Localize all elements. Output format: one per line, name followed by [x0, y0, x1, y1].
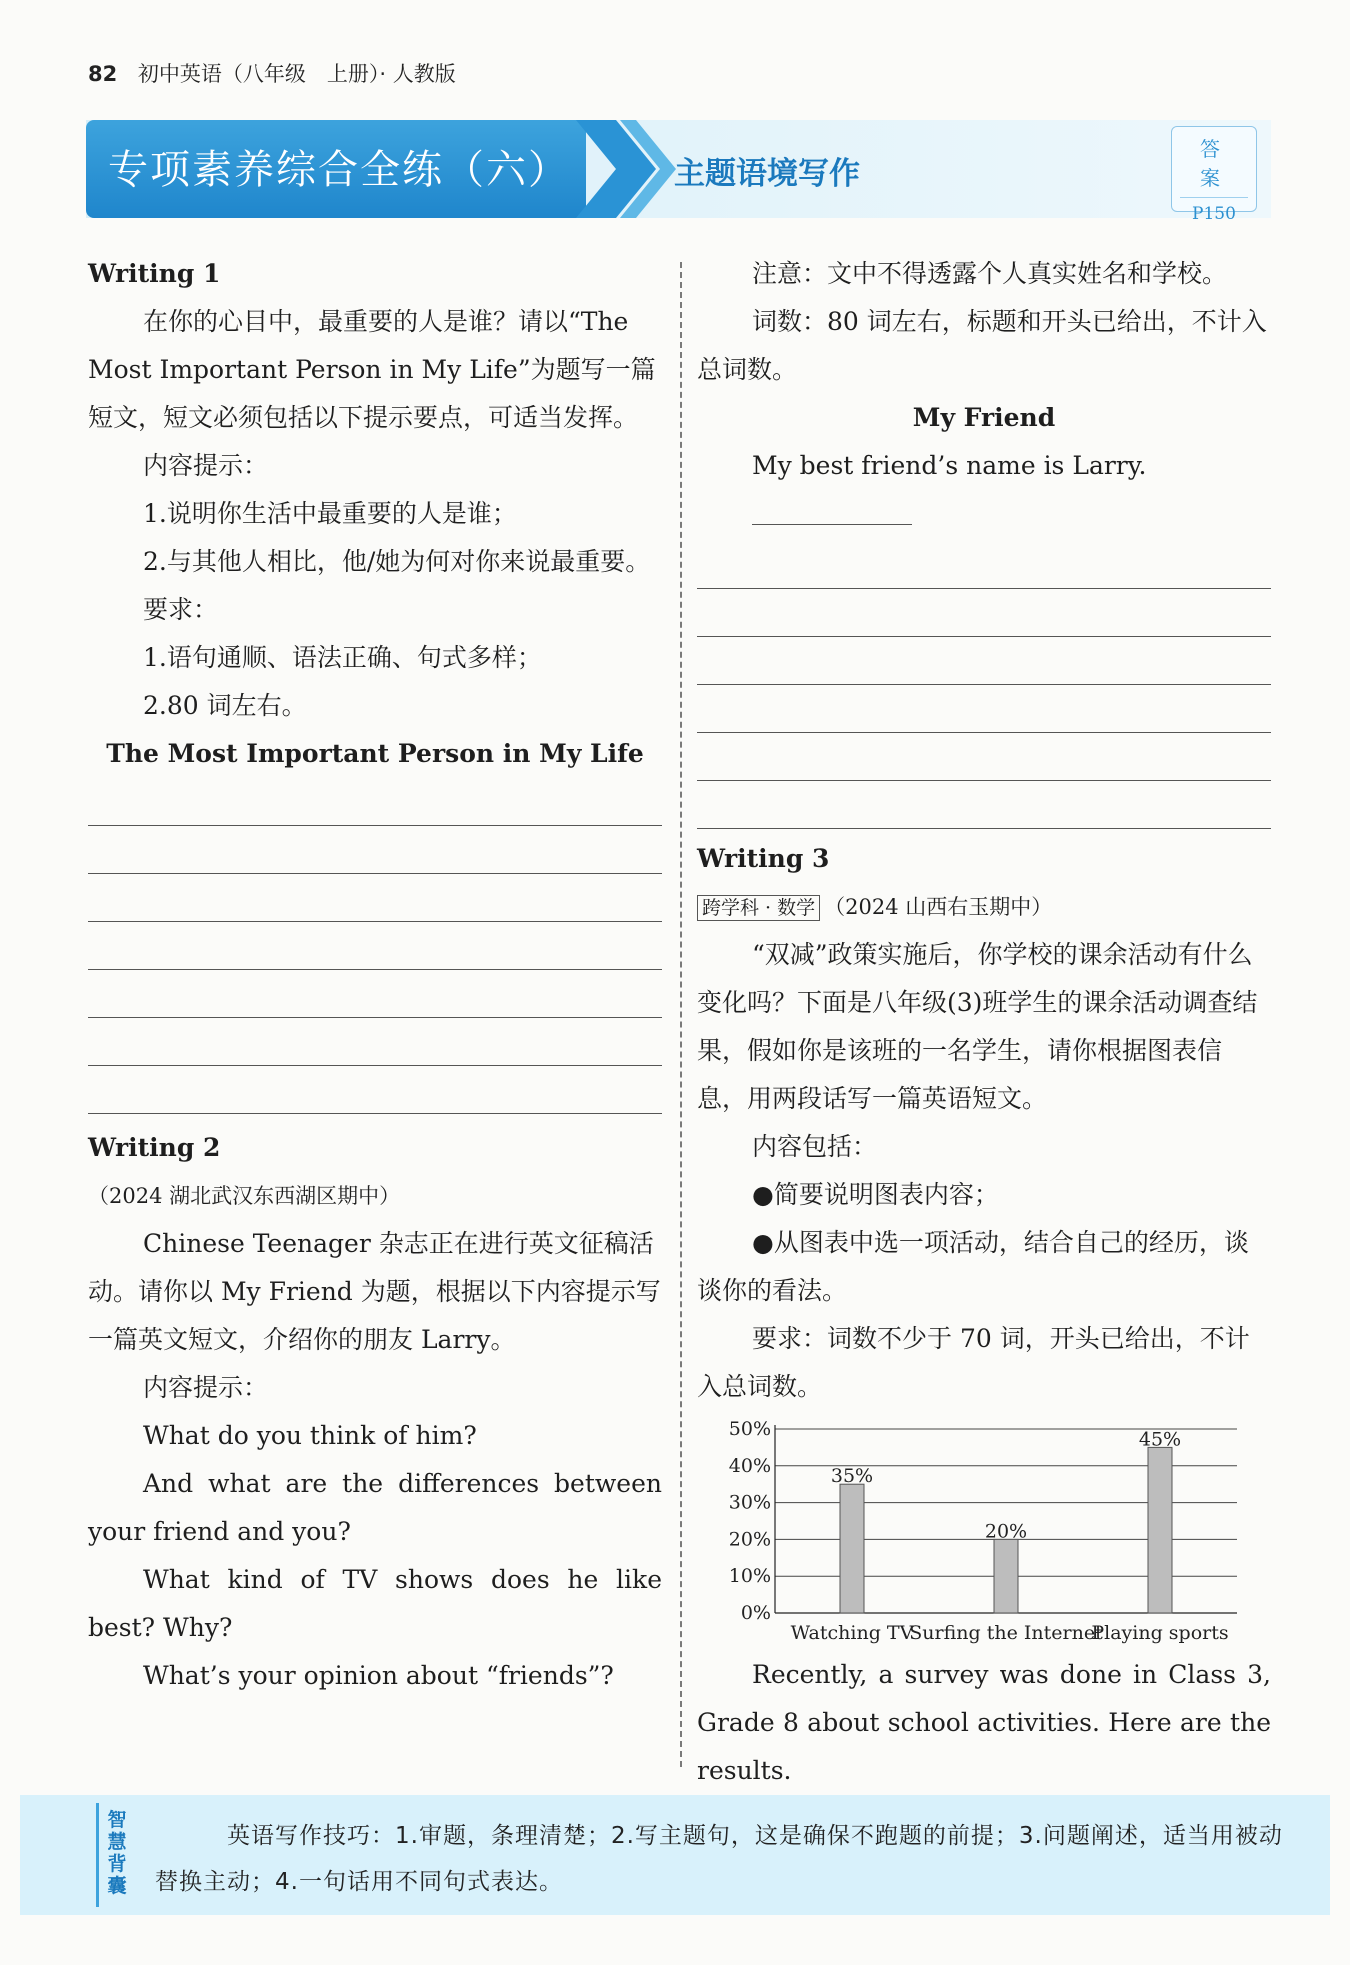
writing2-note: 注意：文中不得透露个人真实姓名和学校。 — [752, 259, 1228, 288]
x-category-label: Surfing the Internet — [909, 1622, 1103, 1644]
writing2-title: Writing 2 — [88, 1133, 221, 1162]
writing1-point-1: 1.说明你生活中最重要的人是谁； — [143, 499, 517, 528]
x-category-label: Watching TV — [790, 1622, 914, 1644]
writing3-requirement: 要求：词数不少于 70 词，开头已给出，不计入总词数。 — [697, 1324, 1250, 1401]
bar-value-label: 20% — [984, 1520, 1028, 1543]
page-number: 82 — [88, 62, 118, 86]
tip-accent-bar — [96, 1803, 99, 1907]
tip-box — [20, 1795, 1330, 1915]
writing3-point-2: ●从图表中选一项活动，结合自己的经历，谈谈你的看法。 — [697, 1228, 1249, 1305]
bar — [840, 1484, 864, 1613]
bar-chart-svg — [697, 1415, 1271, 1651]
writing1-essay-title: The Most Important Person in My Life — [106, 739, 644, 768]
subject-tag: 跨学科 · 数学 — [697, 895, 820, 921]
bar — [994, 1539, 1018, 1613]
writing1-answer-lines[interactable] — [88, 778, 662, 1114]
section-banner — [86, 120, 1271, 224]
x-category-label: Playing sports — [1091, 1622, 1229, 1644]
answer-line[interactable] — [88, 778, 662, 826]
writing1-req-1: 1.语句通顺、语法正确、句式多样； — [143, 643, 542, 672]
writing2-source: （2024 湖北武汉东西湖区期中） — [88, 1184, 401, 1208]
running-header — [88, 58, 456, 88]
answer-label: 答 案 — [1180, 133, 1248, 198]
bar-value-label: 45% — [1138, 1428, 1182, 1451]
writing3-point-1: ●简要说明图表内容； — [752, 1180, 999, 1209]
tip-text: 英语写作技巧：1.审题，条理清楚；2.写主题句，这是确保不跑题的前提；3.问题阐述，适当用被动替换主动；4.一句话用不同句式表达。 — [155, 1823, 1283, 1895]
answer-line[interactable] — [88, 922, 662, 970]
left-column — [88, 250, 662, 1700]
answer-line[interactable] — [697, 733, 1271, 781]
answer-line[interactable] — [88, 826, 662, 874]
y-tick-label: 40% — [728, 1454, 771, 1477]
writing3-title: Writing 3 — [697, 844, 830, 873]
writing1-req-2: 2.80 词左右。 — [143, 691, 307, 720]
answer-line[interactable] — [88, 970, 662, 1018]
writing1-intro: 在你的心目中，最重要的人是谁？请以“The Most Important Person in My Life”为题写一篇短文，短文必须包括以下提示要点，可适当发挥。 — [88, 307, 656, 432]
answer-line[interactable] — [88, 1018, 662, 1066]
y-tick-label: 30% — [728, 1491, 771, 1514]
y-tick-label: 20% — [728, 1528, 771, 1551]
y-tick-label: 0% — [740, 1602, 771, 1624]
column-divider — [680, 262, 682, 1767]
writing3-opening: Recently, a survey was done in Class 3, Grade 8 about school activities. Here are the results. — [697, 1660, 1271, 1785]
writing2-question-1: What do you think of him? — [143, 1421, 477, 1450]
writing1-point-2: 2.与其他人相比，他/她为何对你来说最重要。 — [143, 547, 651, 576]
writing2-opening-line — [697, 442, 1271, 541]
chevron-arrows-icon — [576, 120, 686, 218]
answer-line[interactable] — [88, 874, 662, 922]
answer-line[interactable] — [697, 541, 1271, 589]
answer-line[interactable] — [697, 781, 1271, 829]
writing2-opening: My best friend’s name is Larry. — [752, 451, 1147, 480]
writing3-source: （2024 山西右玉期中） — [824, 895, 1053, 919]
writing2-essay-title: My Friend — [912, 403, 1056, 432]
answer-line[interactable] — [697, 637, 1271, 685]
y-tick-label: 50% — [728, 1418, 771, 1440]
writing3-content-label: 内容包括： — [752, 1132, 878, 1161]
writing2-question-2: And what are the differences between your friend and you? — [88, 1469, 662, 1546]
writing2-question-4: What’s your opinion about “friends”? — [143, 1661, 614, 1690]
y-tick-label: 10% — [728, 1565, 771, 1588]
banner-title: 专项素养综合全练（六） — [108, 147, 570, 193]
writing1-req-label: 要求： — [143, 595, 219, 624]
writing2-word-count: 词数：80 词左右，标题和开头已给出，不计入总词数。 — [697, 307, 1267, 384]
answer-reference[interactable] — [1171, 126, 1257, 224]
writing1-title: Writing 1 — [88, 259, 221, 288]
answer-page: P150 — [1192, 204, 1236, 224]
banner-subtitle: 主题语境写作 — [674, 156, 860, 192]
writing3-intro: “双减”政策实施后，你学校的课余活动有什么变化吗？下面是八年级(3)班学生的课余活动调查结果，假如你是该班的一名学生，请你根据图表信息，用两段话写一篇英语短文。 — [697, 940, 1258, 1113]
activity-bar-chart — [697, 1415, 1271, 1651]
writing2-content-label: 内容提示： — [143, 1373, 269, 1402]
writing2-intro: Chinese Teenager 杂志正在进行英文征稿活动。请你以 My Friend 为题，根据以下内容提示写一篇英文短文，介绍你的朋友 Larry。 — [88, 1229, 661, 1354]
book-title: 初中英语（八年级 上册）· 人教版 — [137, 62, 456, 86]
writing1-content-label: 内容提示： — [143, 451, 269, 480]
answer-line[interactable] — [88, 1066, 662, 1114]
writing2-answer-lines[interactable] — [697, 541, 1271, 829]
bar — [1148, 1447, 1172, 1613]
writing3-meta — [697, 883, 1271, 931]
answer-blank[interactable] — [752, 490, 912, 525]
answer-line[interactable] — [697, 589, 1271, 637]
writing2-question-3: What kind of TV shows does he like best? Why? — [88, 1565, 662, 1642]
right-column — [697, 250, 1271, 1894]
answer-line[interactable] — [697, 685, 1271, 733]
tip-side-label: 智慧背囊 — [107, 1809, 127, 1897]
bar-value-label: 35% — [830, 1465, 874, 1488]
